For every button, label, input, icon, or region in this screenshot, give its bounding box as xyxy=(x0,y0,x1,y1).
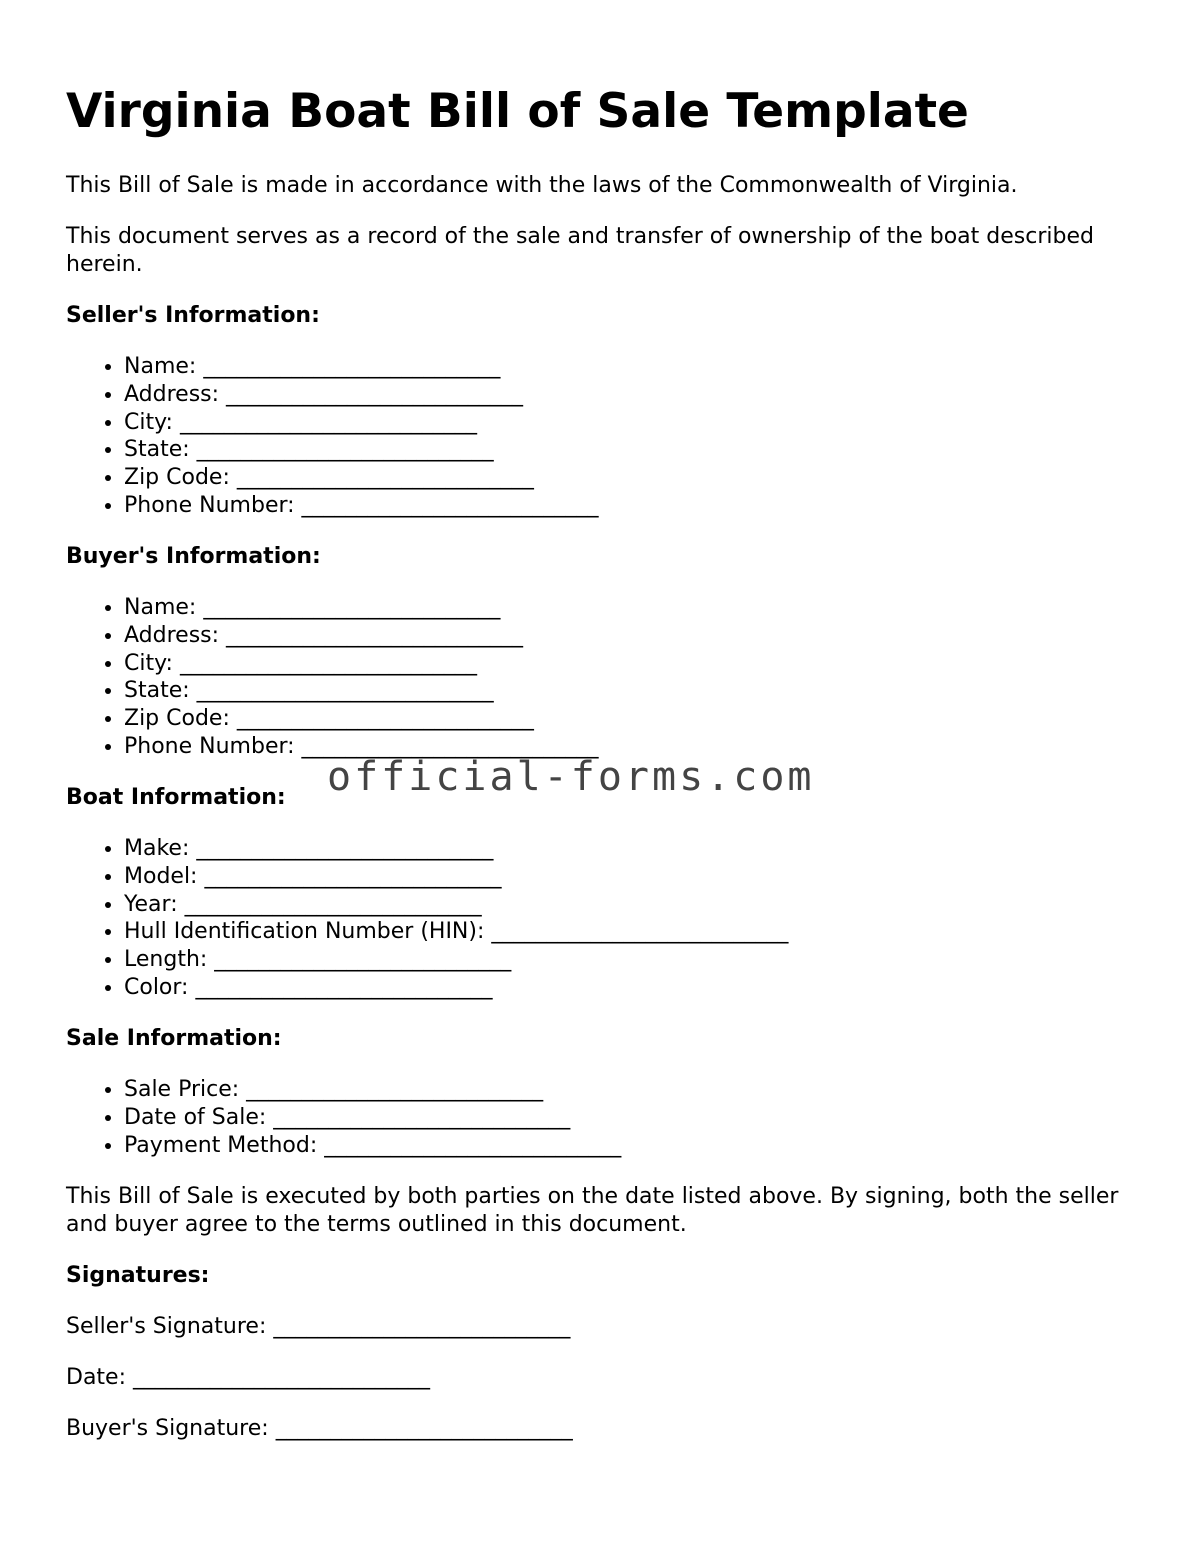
sale-field-list xyxy=(66,1076,621,1159)
boat-model-label: Model: xyxy=(124,863,198,889)
payment-method-label: Payment Method: xyxy=(124,1132,318,1158)
list-item xyxy=(124,705,599,733)
sale-date-label: Date of Sale: xyxy=(124,1104,267,1130)
boat-field-list xyxy=(66,835,788,1002)
boat-heading: Boat Information: xyxy=(66,785,286,810)
buyer-phone-field[interactable]: ___________________________ xyxy=(301,733,599,759)
boat-hin-label: Hull Identification Number (HIN): xyxy=(124,919,485,945)
buyer-name-field[interactable]: ___________________________ xyxy=(203,595,501,620)
buyer-heading: Buyer's Information: xyxy=(66,544,321,569)
seller-address-field[interactable]: ___________________________ xyxy=(226,381,524,407)
boat-year-field[interactable]: ___________________________ xyxy=(184,891,482,917)
list-item xyxy=(124,918,788,946)
seller-field-list xyxy=(66,353,599,520)
seller-name-label: Name: xyxy=(124,354,197,379)
intro-paragraph-1: This Bill of Sale is made in accordance with the laws of the Commonwealth of Virginia. xyxy=(66,173,1018,198)
boat-color-field[interactable]: ___________________________ xyxy=(195,974,493,1000)
buyer-address-field[interactable]: ___________________________ xyxy=(226,622,524,648)
list-item xyxy=(124,863,788,891)
boat-make-label: Make: xyxy=(124,836,190,861)
buyer-signature-line xyxy=(66,1415,573,1443)
intro-paragraph-2: This document serves as a record of the sale and transfer of ownership of the boat described herein. xyxy=(66,224,1094,277)
signature-date-field[interactable]: ___________________________ xyxy=(133,1365,430,1390)
watermark: official-forms.com xyxy=(327,754,815,800)
list-item xyxy=(124,1076,621,1104)
list-item xyxy=(124,409,599,437)
buyer-signature-label: Buyer's Signature: xyxy=(66,1416,269,1441)
sale-price-label: Sale Price: xyxy=(124,1077,240,1102)
list-item xyxy=(124,1132,621,1160)
boat-color-label: Color: xyxy=(124,974,189,1000)
page-title: Virginia Boat Bill of Sale Template xyxy=(66,84,969,139)
buyer-city-label: City: xyxy=(124,650,173,676)
signature-date-label: Date: xyxy=(66,1365,126,1390)
list-item xyxy=(124,1104,621,1132)
seller-city-label: City: xyxy=(124,409,173,435)
seller-phone-label: Phone Number: xyxy=(124,492,295,518)
seller-name-field[interactable]: ___________________________ xyxy=(203,354,501,379)
seller-city-field[interactable]: ___________________________ xyxy=(179,409,477,435)
boat-year-label: Year: xyxy=(124,891,178,917)
list-item xyxy=(124,594,599,622)
seller-state-field[interactable]: ___________________________ xyxy=(196,437,494,463)
buyer-address-label: Address: xyxy=(124,622,220,648)
boat-length-label: Length: xyxy=(124,947,208,973)
seller-address-label: Address: xyxy=(124,381,220,407)
seller-heading: Seller's Information: xyxy=(66,303,320,328)
list-item xyxy=(124,436,599,464)
buyer-city-field[interactable]: ___________________________ xyxy=(179,650,477,676)
list-item xyxy=(124,946,788,974)
seller-signature-label: Seller's Signature: xyxy=(66,1314,267,1339)
buyer-field-list xyxy=(66,594,599,761)
buyer-zip-field[interactable]: ___________________________ xyxy=(236,706,534,732)
seller-state-label: State: xyxy=(124,437,190,463)
list-item xyxy=(124,835,788,863)
list-item xyxy=(124,677,599,705)
seller-zip-field[interactable]: ___________________________ xyxy=(236,465,534,491)
boat-make-field[interactable]: ___________________________ xyxy=(196,836,494,861)
signatures-heading: Signatures: xyxy=(66,1263,210,1288)
signature-date-line xyxy=(66,1364,430,1392)
buyer-signature-field[interactable]: ___________________________ xyxy=(275,1416,573,1441)
seller-zip-label: Zip Code: xyxy=(124,465,230,491)
execution-paragraph: This Bill of Sale is executed by both parties on the date listed above. By signing, both the seller and buyer agree to the terms outlined in this document. xyxy=(66,1184,1119,1237)
list-item xyxy=(124,622,599,650)
list-item xyxy=(124,891,788,919)
buyer-state-label: State: xyxy=(124,678,190,704)
boat-hin-field[interactable]: ___________________________ xyxy=(491,919,789,945)
buyer-state-field[interactable]: ___________________________ xyxy=(196,678,494,704)
list-item xyxy=(124,492,599,520)
list-item xyxy=(124,650,599,678)
list-item xyxy=(124,353,599,381)
list-item xyxy=(124,974,788,1002)
sale-heading: Sale Information: xyxy=(66,1026,282,1051)
boat-length-field[interactable]: ___________________________ xyxy=(214,947,512,973)
seller-phone-field[interactable]: ___________________________ xyxy=(301,492,599,518)
payment-method-field[interactable]: ___________________________ xyxy=(324,1132,622,1158)
buyer-zip-label: Zip Code: xyxy=(124,706,230,732)
buyer-name-label: Name: xyxy=(124,595,197,620)
list-item xyxy=(124,381,599,409)
seller-signature-line xyxy=(66,1313,570,1341)
sale-price-field[interactable]: ___________________________ xyxy=(246,1077,544,1102)
sale-date-field[interactable]: ___________________________ xyxy=(273,1104,571,1130)
boat-model-field[interactable]: ___________________________ xyxy=(204,863,502,889)
buyer-phone-label: Phone Number: xyxy=(124,733,295,759)
seller-signature-field[interactable]: ___________________________ xyxy=(273,1314,571,1339)
list-item xyxy=(124,464,599,492)
